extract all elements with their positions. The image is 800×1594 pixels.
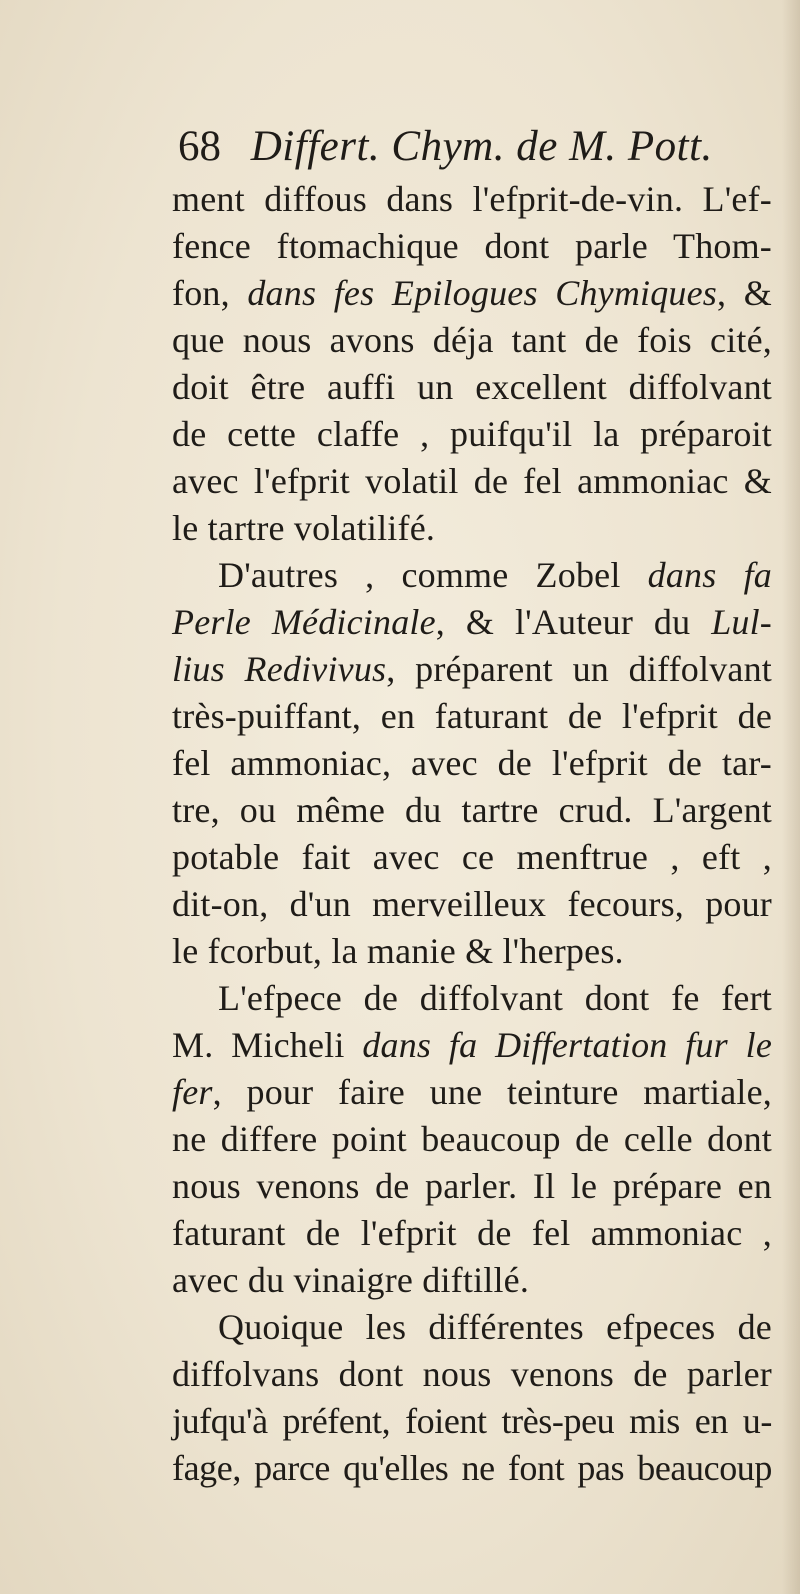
page-number: 68	[178, 123, 221, 170]
text-line	[172, 1116, 772, 1163]
body-text	[172, 176, 772, 1492]
text-line	[172, 223, 772, 270]
text-segment: potable fait avec ce menftrue , eft ,	[172, 837, 772, 877]
italic-segment: lius Redivivus	[172, 649, 387, 689]
text-line	[172, 928, 772, 975]
text-line	[172, 176, 772, 223]
text-segment: doit être auffi un excellent diffolvant	[172, 367, 772, 407]
text-segment: de cette claffe , puifqu'il la préparoit	[172, 414, 772, 454]
page-edge-shadow	[782, 0, 800, 1594]
text-segment: , pour faire une teinture martiale,	[212, 1072, 772, 1112]
running-title: Differt. Chym. de M. Pott.	[250, 123, 713, 170]
text-segment: , préparent un diffolvant	[386, 649, 772, 689]
text-line	[172, 1351, 772, 1398]
text-segment: fence ftomachique dont parle Thom-	[172, 226, 772, 266]
text-line	[172, 1445, 772, 1492]
text-line	[172, 458, 772, 505]
text-line	[172, 787, 772, 834]
text-segment: le tartre volatilifé.	[172, 508, 436, 548]
text-line	[172, 881, 772, 928]
text-segment: que nous avons déja tant de fois cité,	[172, 320, 772, 360]
text-line	[172, 1210, 772, 1257]
text-line	[172, 693, 772, 740]
text-segment: faturant de l'efprit de fel ammoniac ,	[172, 1213, 772, 1253]
text-segment: avec l'efprit volatil de fel ammoniac &	[172, 461, 772, 501]
text-segment: tre, ou même du tartre crud. L'argent	[172, 790, 772, 830]
text-line	[172, 1398, 772, 1445]
text-segment: fage, parce qu'elles ne font pas beaucoup	[172, 1448, 772, 1488]
text-line	[172, 364, 772, 411]
text-segment: très-puiffant, en faturant de l'efprit de	[172, 696, 772, 736]
text-line	[172, 1304, 772, 1351]
text-line	[172, 505, 772, 552]
text-segment: , & l'Auteur du	[435, 602, 712, 642]
text-segment: Quoique les différentes efpeces de	[218, 1307, 772, 1347]
italic-segment: Lul-	[711, 602, 772, 642]
text-line	[172, 270, 772, 317]
italic-segment: dans fa	[647, 555, 772, 595]
text-segment: jufqu'à préfent, foient très-peu mis en u-	[172, 1401, 772, 1441]
text-segment: le fcorbut, la manie & l'herpes.	[172, 931, 624, 971]
text-line	[172, 740, 772, 787]
text-segment: nous venons de parler. Il le prépare en	[172, 1166, 772, 1206]
italic-segment: dans fes Epilogues Chymiques	[247, 273, 718, 313]
text-segment: D'autres , comme Zobel	[218, 555, 648, 595]
text-line	[172, 1257, 772, 1304]
text-segment: , &	[717, 273, 772, 313]
text-segment: L'efpece de diffolvant dont fe fert	[218, 978, 772, 1018]
text-line	[172, 599, 772, 646]
text-segment: ment diffous dans l'efprit-de-vin. L'ef-	[172, 179, 772, 219]
text-line	[172, 646, 772, 693]
italic-segment: dans fa Differtation fur le	[362, 1025, 773, 1065]
text-segment: fel ammoniac, avec de l'efprit de tar-	[172, 743, 772, 783]
italic-segment: fer	[172, 1072, 213, 1112]
text-line	[172, 834, 772, 881]
text-segment: dit-on, d'un merveilleux fecours, pour	[172, 884, 772, 924]
text-segment: avec du vinaigre diftillé.	[172, 1260, 530, 1300]
text-line	[172, 411, 772, 458]
text-line	[172, 552, 772, 599]
text-line	[172, 1069, 772, 1116]
text-line	[172, 1022, 772, 1069]
text-segment: diffolvans dont nous venons de parler	[172, 1354, 772, 1394]
text-line	[172, 975, 772, 1022]
text-segment: fon,	[172, 273, 248, 313]
text-line	[172, 317, 772, 364]
running-header	[178, 118, 738, 176]
text-segment: ne differe point beaucoup de celle dont	[172, 1119, 772, 1159]
text-line	[172, 1163, 772, 1210]
text-segment: M. Micheli	[172, 1025, 363, 1065]
italic-segment: Perle Médicinale	[172, 602, 436, 642]
